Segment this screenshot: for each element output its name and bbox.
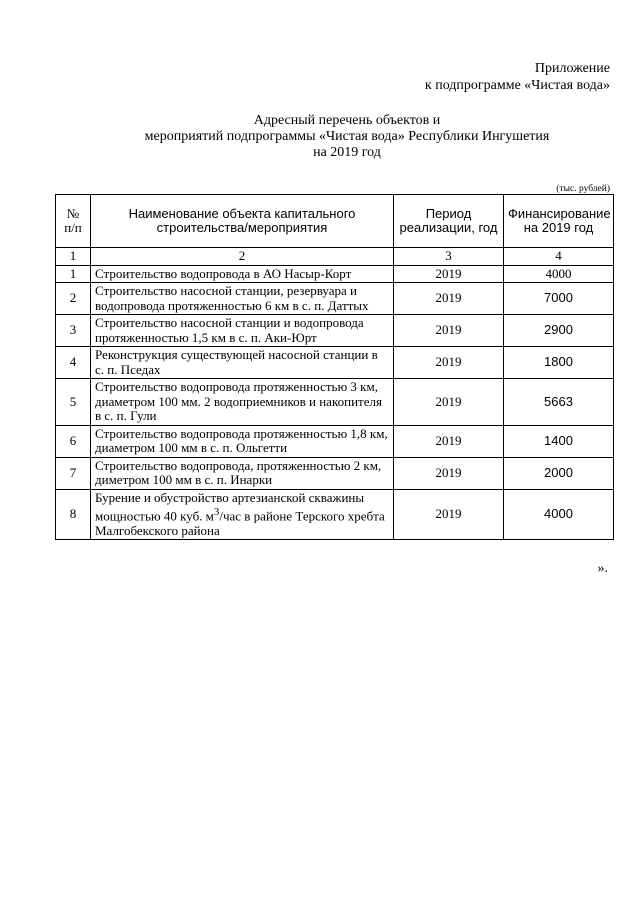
row-num: 5	[56, 379, 91, 426]
row-period: 2019	[394, 283, 504, 315]
superscript-cubic: 3	[213, 506, 220, 518]
title-line-2: мероприятий подпрограммы «Чистая вода» Республики Ингушетия	[144, 129, 550, 144]
row-num: 6	[56, 425, 91, 457]
row-period: 2019	[394, 347, 504, 379]
column-index-cell: 4	[504, 248, 614, 266]
row-name: Строительство насосной станции, резервуара и водопровода протяженностью 6 км в с. п. Даттых	[91, 283, 394, 315]
row-num: 8	[56, 489, 91, 540]
row-period: 2019	[394, 489, 504, 540]
row-funding: 1800	[504, 347, 614, 379]
row-funding: 2000	[504, 457, 614, 489]
table-header-row	[56, 195, 614, 248]
units-note: (тыс. рублей)	[556, 184, 610, 194]
row-period: 2019	[394, 457, 504, 489]
closing-quote: ».	[597, 561, 608, 576]
table-row	[56, 283, 614, 315]
row-funding: 7000	[504, 283, 614, 315]
table-row	[56, 457, 614, 489]
row-num: 3	[56, 315, 91, 347]
table-row	[56, 425, 614, 457]
title-line-1: Адресный перечень объектов и	[253, 113, 441, 128]
document-title	[82, 113, 612, 161]
table-row	[56, 489, 614, 540]
row-num: 7	[56, 457, 91, 489]
column-index-cell: 2	[91, 248, 394, 266]
row-name: Реконструкция существующей насосной станции в с. п. Пседах	[91, 347, 394, 379]
row-name: Строительство водопровода протяженностью 1,8 км, диаметром 100 мм в с. п. Ольгетти	[91, 425, 394, 457]
row-num: 2	[56, 283, 91, 315]
table-row	[56, 265, 614, 283]
row-num: 4	[56, 347, 91, 379]
row-funding: 4000	[504, 489, 614, 540]
column-index-cell: 1	[56, 248, 91, 266]
table-row	[56, 315, 614, 347]
header-num: № п/п	[56, 195, 91, 248]
row-num: 1	[56, 265, 91, 283]
row-period: 2019	[394, 265, 504, 283]
row-name	[91, 489, 394, 540]
address-list-table	[55, 194, 614, 540]
title-line-3: на 2019 год	[313, 145, 381, 160]
row-period: 2019	[394, 315, 504, 347]
column-index-row	[56, 248, 614, 266]
column-index-cell: 3	[394, 248, 504, 266]
table-row	[56, 379, 614, 426]
header-period: Период реализации, год	[394, 195, 504, 248]
row-period: 2019	[394, 425, 504, 457]
appendix-subprogram: к подпрограмме «Чистая вода»	[424, 78, 610, 93]
header-name: Наименование объекта капитального строительства/мероприятия	[91, 195, 394, 248]
row-period: 2019	[394, 379, 504, 426]
row-name: Строительство водопровода, протяженностью 2 км, диметром 100 мм в с. п. Инарки	[91, 457, 394, 489]
appendix-header	[425, 60, 610, 94]
row-name: Строительство водопровода в АО Насыр-Корт	[91, 265, 394, 283]
row-name: Строительство насосной станции и водопровода протяженностью 1,5 км в с. п. Аки-Юрт	[91, 315, 394, 347]
row-funding: 2900	[504, 315, 614, 347]
row-funding: 4000	[504, 265, 614, 283]
row-name: Строительство водопровода протяженностью 3 км, диаметром 100 мм. 2 водоприемников и накопителя в с. п. Гули	[91, 379, 394, 426]
row-name-part: /час в районе Терского хребта Малгобекского района	[95, 508, 385, 538]
row-funding: 1400	[504, 425, 614, 457]
header-funding: Финансирование на 2019 год	[504, 195, 614, 248]
appendix-label: Приложение	[534, 61, 610, 76]
row-funding: 5663	[504, 379, 614, 426]
row-name-part: Бурение и обустройство артезианской скважины мощностью 40 куб. м	[95, 489, 365, 524]
table-row	[56, 347, 614, 379]
